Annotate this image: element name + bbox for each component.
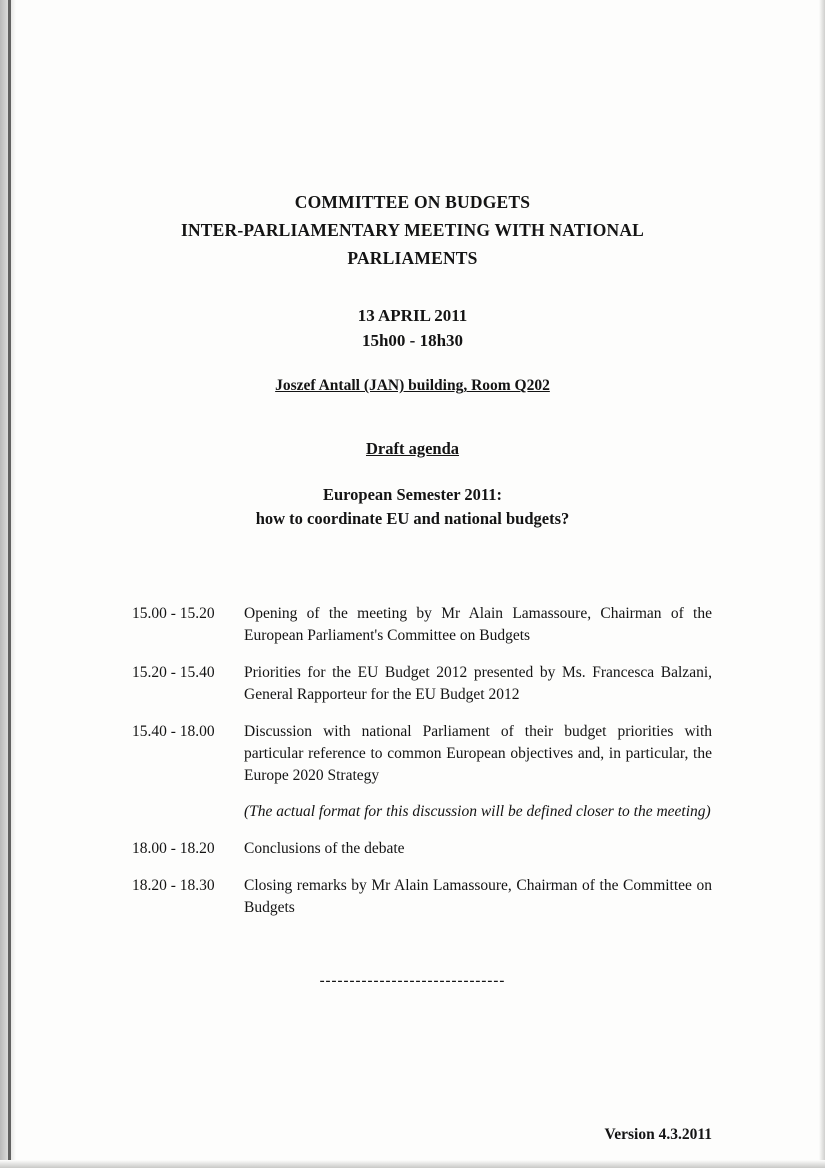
agenda-item-time: 15.20 - 15.40 bbox=[132, 664, 215, 682]
dashed-separator: ------------------------------- bbox=[319, 973, 506, 990]
document-title bbox=[125, 188, 700, 272]
agenda-item-note: (The actual format for this discussion will be defined closer to the meeting) bbox=[244, 803, 711, 821]
agenda-item bbox=[132, 603, 712, 647]
agenda-item-time: 18.20 - 18.30 bbox=[132, 877, 215, 895]
agenda-heading-label: Draft agenda bbox=[365, 439, 460, 459]
agenda-item-body bbox=[244, 603, 712, 647]
agenda-item-text: Conclusions of the debate bbox=[244, 840, 405, 858]
datetime-block bbox=[0, 304, 825, 353]
meeting-time: 15h00 - 18h30 bbox=[361, 330, 464, 350]
title-line-2: INTER-PARLIAMENTARY MEETING WITH NATIONAL PARLIAMENTS bbox=[180, 220, 645, 268]
scan-edge-bottom bbox=[0, 1160, 825, 1168]
agenda-item bbox=[132, 662, 712, 706]
agenda-list bbox=[132, 603, 712, 919]
agenda-item-text: Priorities for the EU Budget 2012 presented by Ms. Francesca Balzani, General Rapporteur for the EU Budget 2012 bbox=[244, 664, 712, 704]
agenda-item-time: 18.00 - 18.20 bbox=[132, 840, 215, 858]
agenda-item-time: 15.40 - 18.00 bbox=[132, 723, 215, 741]
agenda-item-body bbox=[244, 721, 712, 823]
meeting-date: 13 APRIL 2011 bbox=[357, 306, 468, 325]
agenda-item bbox=[132, 875, 712, 919]
subject-block bbox=[0, 483, 825, 531]
meeting-location: Joszef Antall (JAN) building, Room Q202 bbox=[275, 377, 550, 395]
agenda-item-body bbox=[244, 838, 712, 860]
subject-line-1: European Semester 2011: bbox=[322, 485, 503, 505]
location-block bbox=[0, 377, 825, 395]
subject-line-2: how to coordinate EU and national budgets? bbox=[255, 509, 570, 529]
agenda-heading bbox=[0, 439, 825, 459]
agenda-item bbox=[132, 838, 712, 860]
agenda-item bbox=[132, 721, 712, 823]
agenda-item-text: Opening of the meeting by Mr Alain Lamassoure, Chairman of the European Parliament's Committee on Budgets bbox=[244, 605, 712, 645]
title-line-1: COMMITTEE ON BUDGETS bbox=[294, 192, 531, 212]
agenda-item-body bbox=[244, 875, 712, 919]
version-label: Version 4.3.2011 bbox=[604, 1126, 712, 1143]
agenda-item-body bbox=[244, 662, 712, 706]
agenda-item-text: Discussion with national Parliament of their budget priorities with particular reference to common European objectives and, in particular, the Europe 2020 Strategy bbox=[244, 723, 712, 785]
agenda-item-text: Closing remarks by Mr Alain Lamassoure, Chairman of the Committee on Budgets bbox=[244, 877, 712, 917]
agenda-item-time: 15.00 - 15.20 bbox=[132, 605, 215, 623]
